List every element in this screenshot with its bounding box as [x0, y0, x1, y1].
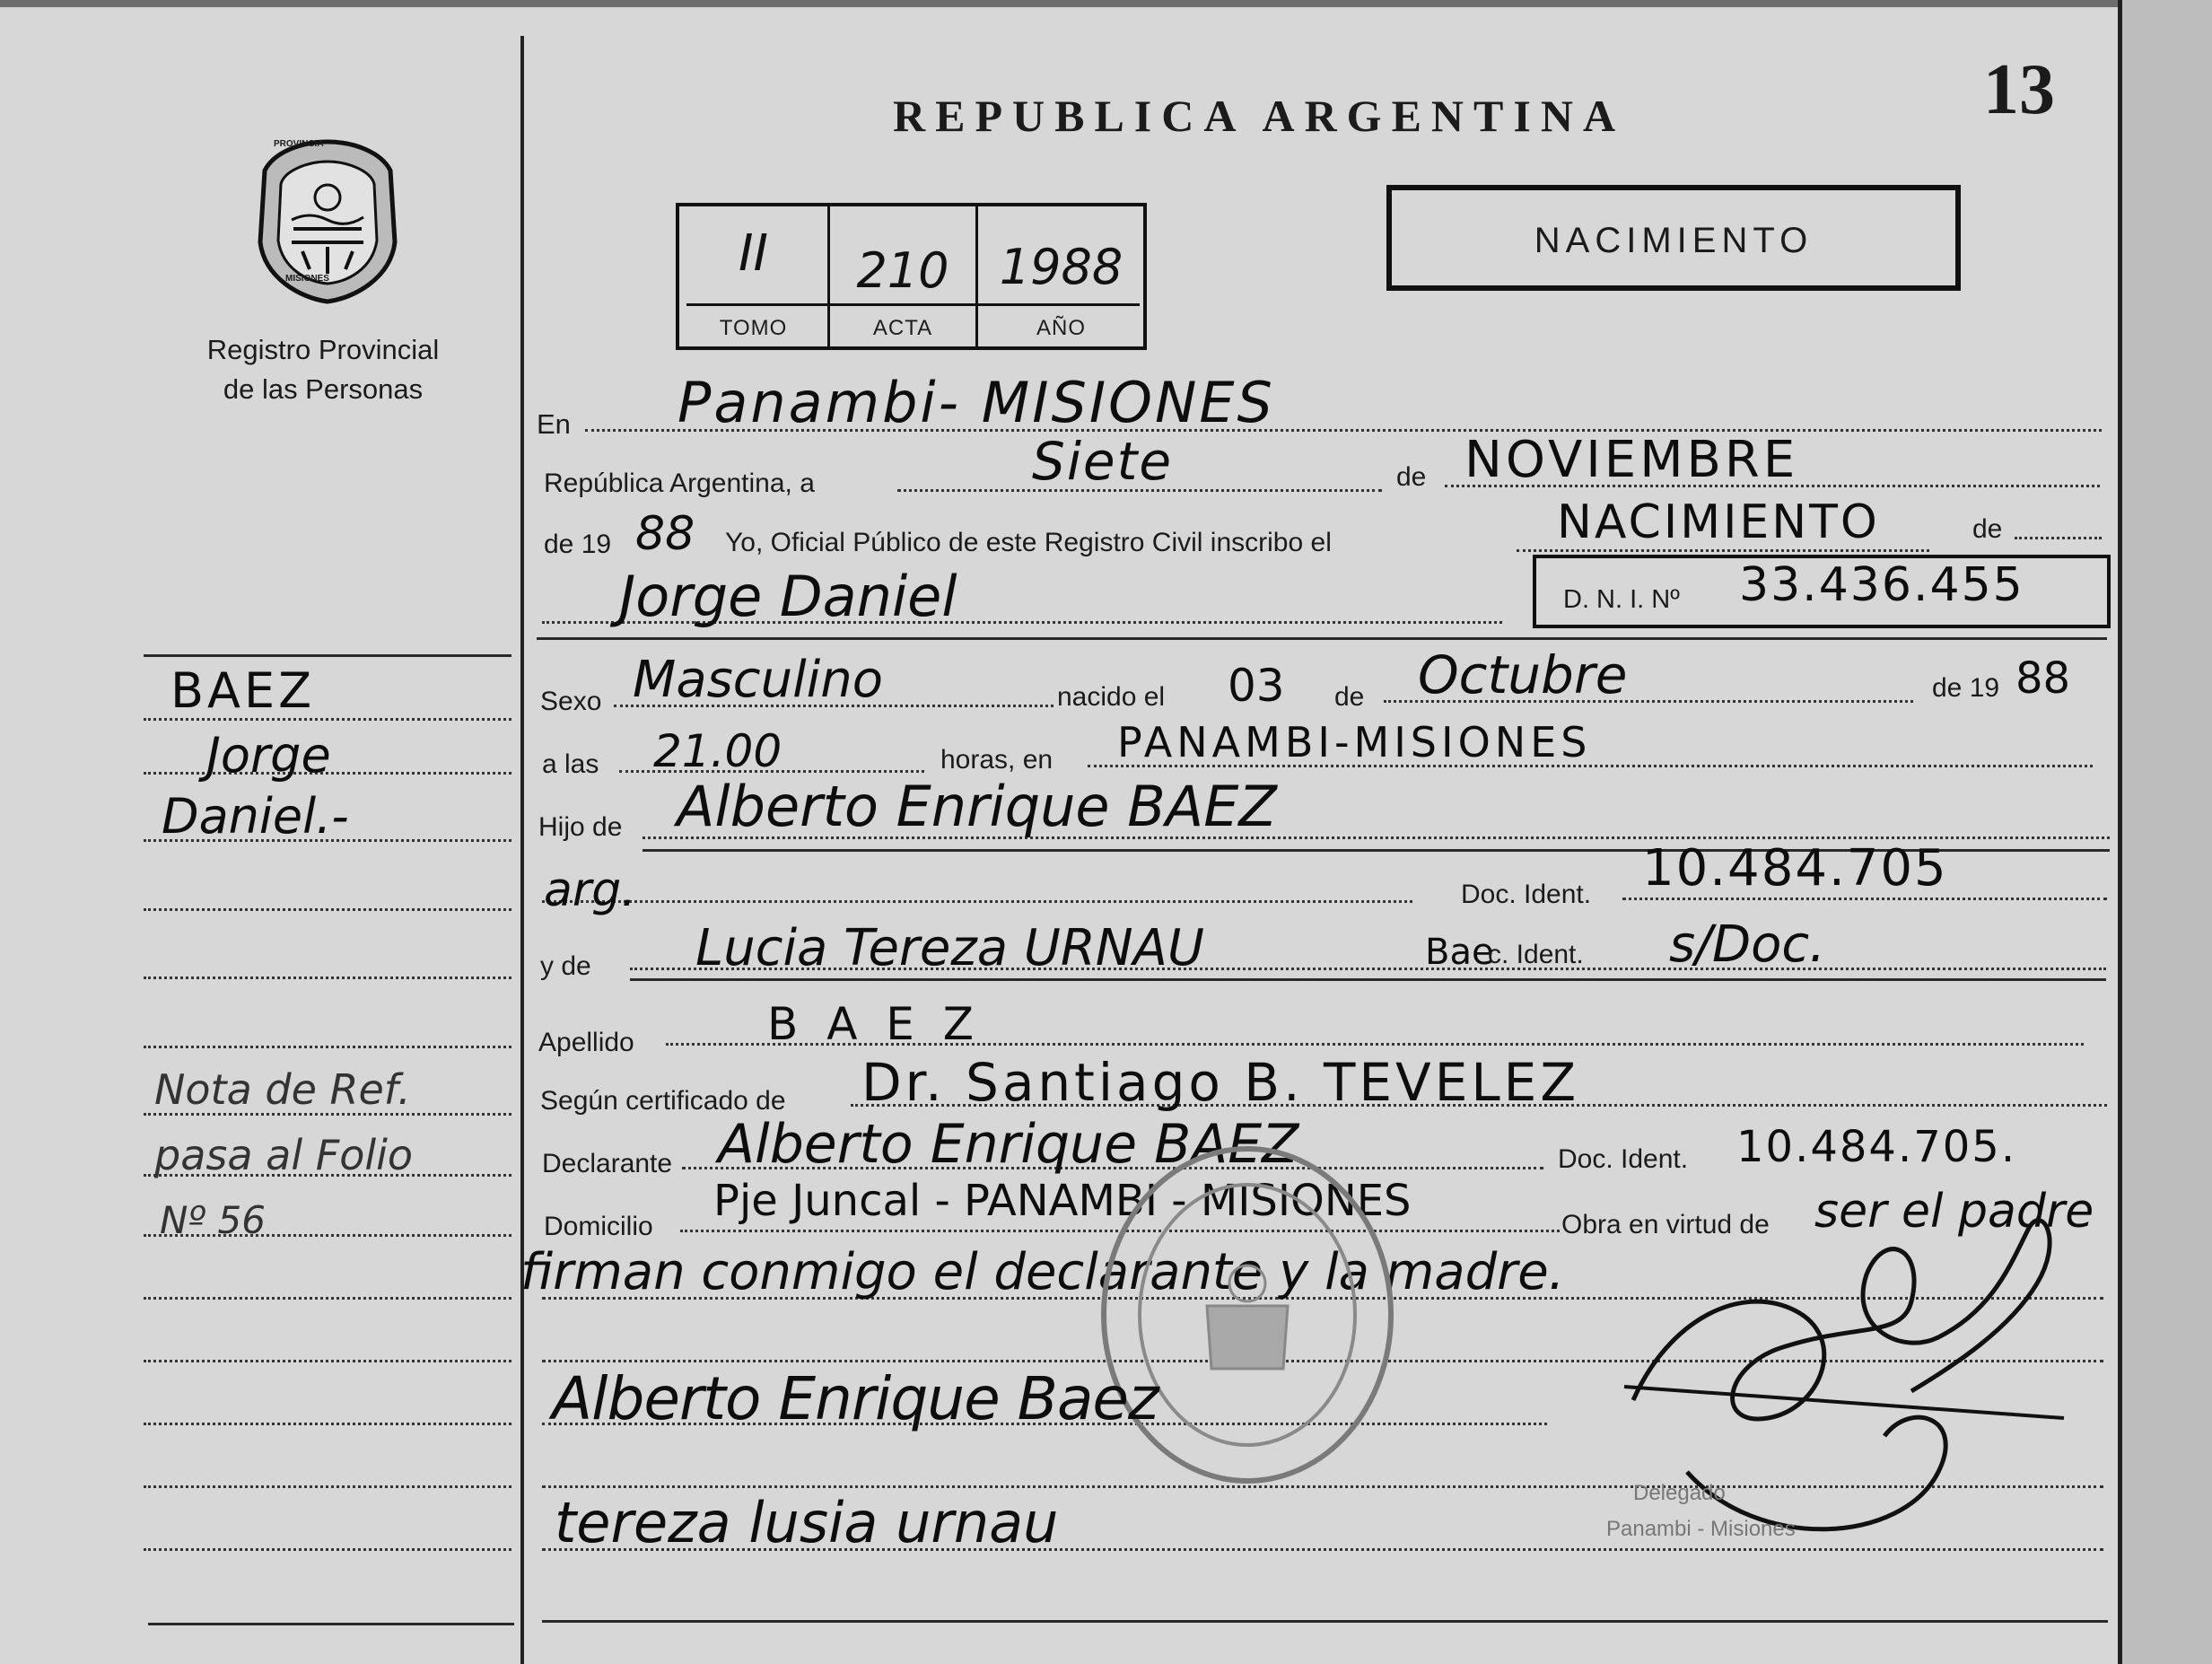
- domicilio-label: Domicilio: [544, 1212, 653, 1241]
- nacido-year-prefix: de 19: [1932, 673, 2000, 703]
- padre-doc: 10.484.705: [1642, 839, 1948, 898]
- folio-number: 13: [1983, 50, 2055, 129]
- margin-note-line2: pasa al Folio: [154, 1131, 414, 1179]
- anio-label: AÑO: [1036, 316, 1086, 340]
- margin-dotline: [144, 1360, 511, 1362]
- margin-surname: BAEZ: [170, 662, 316, 719]
- de-line: [2015, 537, 2102, 539]
- hijo-label: Hijo de: [538, 812, 623, 842]
- record-table: [676, 203, 1147, 350]
- madre-value: Lucia Tereza URNAU: [695, 919, 1204, 977]
- official-stamp-icon: [1090, 1135, 1404, 1494]
- registry-name-line2: de las Personas: [223, 373, 424, 405]
- certificado-value: Dr. Santiago B. TEVELEZ: [861, 1052, 1580, 1113]
- margin-dotline: [144, 1485, 511, 1488]
- nacido-day: 03: [1228, 660, 1285, 712]
- inscribo-de-label: de: [1972, 514, 2003, 544]
- sexo-label: Sexo: [540, 687, 602, 716]
- inscribo-line: [1517, 549, 1929, 552]
- margin-dotline: [144, 977, 511, 979]
- record-type-label: NACIMIENTO: [1534, 221, 1814, 260]
- dni-box: [1533, 555, 2111, 628]
- segun-label: Según certificado de: [540, 1086, 786, 1116]
- margin-dotline: [144, 1423, 511, 1425]
- dni-label: D. N. I. Nº: [1563, 585, 1680, 614]
- madre-doc: s/Doc.: [1669, 915, 1826, 974]
- record-type-box: [1386, 185, 1961, 291]
- left-column-border: [520, 36, 524, 1664]
- declarante-label: Declarante: [542, 1149, 673, 1178]
- nacido-month: Octubre: [1418, 644, 1628, 705]
- apellido-label: Apellido: [538, 1028, 634, 1057]
- seal-bottom-text: MISIONES: [285, 274, 329, 284]
- horas-en-label: horas, en: [940, 745, 1054, 775]
- anio-value: 1988: [999, 239, 1123, 295]
- margin-dotline: [144, 1046, 511, 1048]
- dni-value: 33.436.455: [1739, 558, 2024, 612]
- day-value: Siete: [1032, 431, 1174, 492]
- hora-value: 21.00: [653, 725, 783, 777]
- madre-overwrite: Bae: [1425, 932, 1494, 973]
- document-title: REPUBLICA ARGENTINA: [893, 91, 1626, 141]
- acta-value: 210: [856, 242, 949, 299]
- tomo-value: II: [738, 224, 769, 283]
- madre-doc-label: c. Ident.: [1488, 940, 1584, 969]
- margin-note-line1: Nota de Ref.: [154, 1065, 411, 1114]
- margin-first-name: Jorge: [206, 727, 331, 784]
- padre-nac-line: [542, 900, 1412, 903]
- acta-label: ACTA: [872, 316, 933, 340]
- declarante-value: Alberto Enrique BAEZ: [718, 1113, 1299, 1176]
- stamp-line1: Delegado: [1633, 1481, 1726, 1505]
- margin-second-name: Daniel.-: [162, 788, 349, 845]
- month-value: NOVIEMBRE: [1464, 431, 1799, 489]
- margin-dotline: [144, 1548, 511, 1551]
- obra-label: Obra en virtud de: [1561, 1210, 1770, 1239]
- padre-doc-line: [1622, 898, 2107, 900]
- declarante-doc-label: Doc. Ident.: [1558, 1144, 1689, 1174]
- stamp-line2: Panambi - Misiones: [1606, 1517, 1796, 1541]
- madre-label: y de: [540, 951, 591, 981]
- padre-value: Alberto Enrique BAEZ: [677, 774, 1277, 839]
- yo-text: Yo, Oficial Público de este Registro Civil inscribo el: [725, 528, 1332, 557]
- margin-bottom-rule: [148, 1623, 514, 1625]
- sexo-value: Masculino: [633, 651, 883, 709]
- domicilio-value: Pje Juncal - PANAMBI - MISIONES: [713, 1176, 1412, 1226]
- official-signature-icon: [1615, 1176, 2082, 1571]
- obra-value: ser el padre: [1814, 1185, 2094, 1239]
- padre-doc-label: Doc. Ident.: [1461, 880, 1592, 909]
- madre-line: [630, 978, 2106, 981]
- padre-nacionalidad: arg.: [544, 863, 636, 917]
- tomo-label: TOMO: [719, 316, 788, 340]
- bottom-rule: [542, 1620, 2108, 1623]
- firma-padre: Alberto Enrique Baez: [552, 1364, 1158, 1433]
- seal-top-text: PROVINCIA: [274, 139, 324, 149]
- nacido-year: 88: [2015, 653, 2071, 704]
- lugar-value: PANAMBI-MISIONES: [1117, 718, 1592, 766]
- margin-dotline: [144, 1297, 511, 1300]
- en-label: En: [537, 408, 571, 440]
- month-de-label: de: [1396, 462, 1427, 492]
- apellido-value: B A E Z: [767, 998, 982, 1050]
- republica-label: República Argentina, a: [544, 469, 815, 498]
- firma-madre: tereza lusia urnau: [555, 1490, 1059, 1555]
- year-value: 88: [635, 507, 695, 561]
- declarante-doc: 10.484.705.: [1736, 1122, 2017, 1172]
- inscribo-value: NACIMIENTO: [1557, 495, 1880, 549]
- right-page-edge: [2120, 0, 2212, 1664]
- year-prefix: de 19: [544, 530, 612, 559]
- section-rule: [537, 637, 2107, 640]
- top-edge: [0, 0, 2212, 7]
- right-column-border: [2118, 0, 2122, 1664]
- registry-name-line1: Registro Provincial: [206, 334, 440, 365]
- margin-dotline: [144, 908, 511, 911]
- firman-text: firman conmigo el declarante y la madre.: [520, 1243, 1565, 1301]
- name-value: Jorge Daniel: [619, 564, 957, 629]
- alas-label: a las: [542, 749, 599, 779]
- nacido-label: nacido el: [1057, 682, 1166, 712]
- en-value: Panambi- MISIONES: [678, 370, 1275, 435]
- margin-note-line3: Nº 56: [160, 1198, 267, 1242]
- margin-rule: [144, 654, 511, 657]
- nacido-de-label: de: [1334, 682, 1365, 712]
